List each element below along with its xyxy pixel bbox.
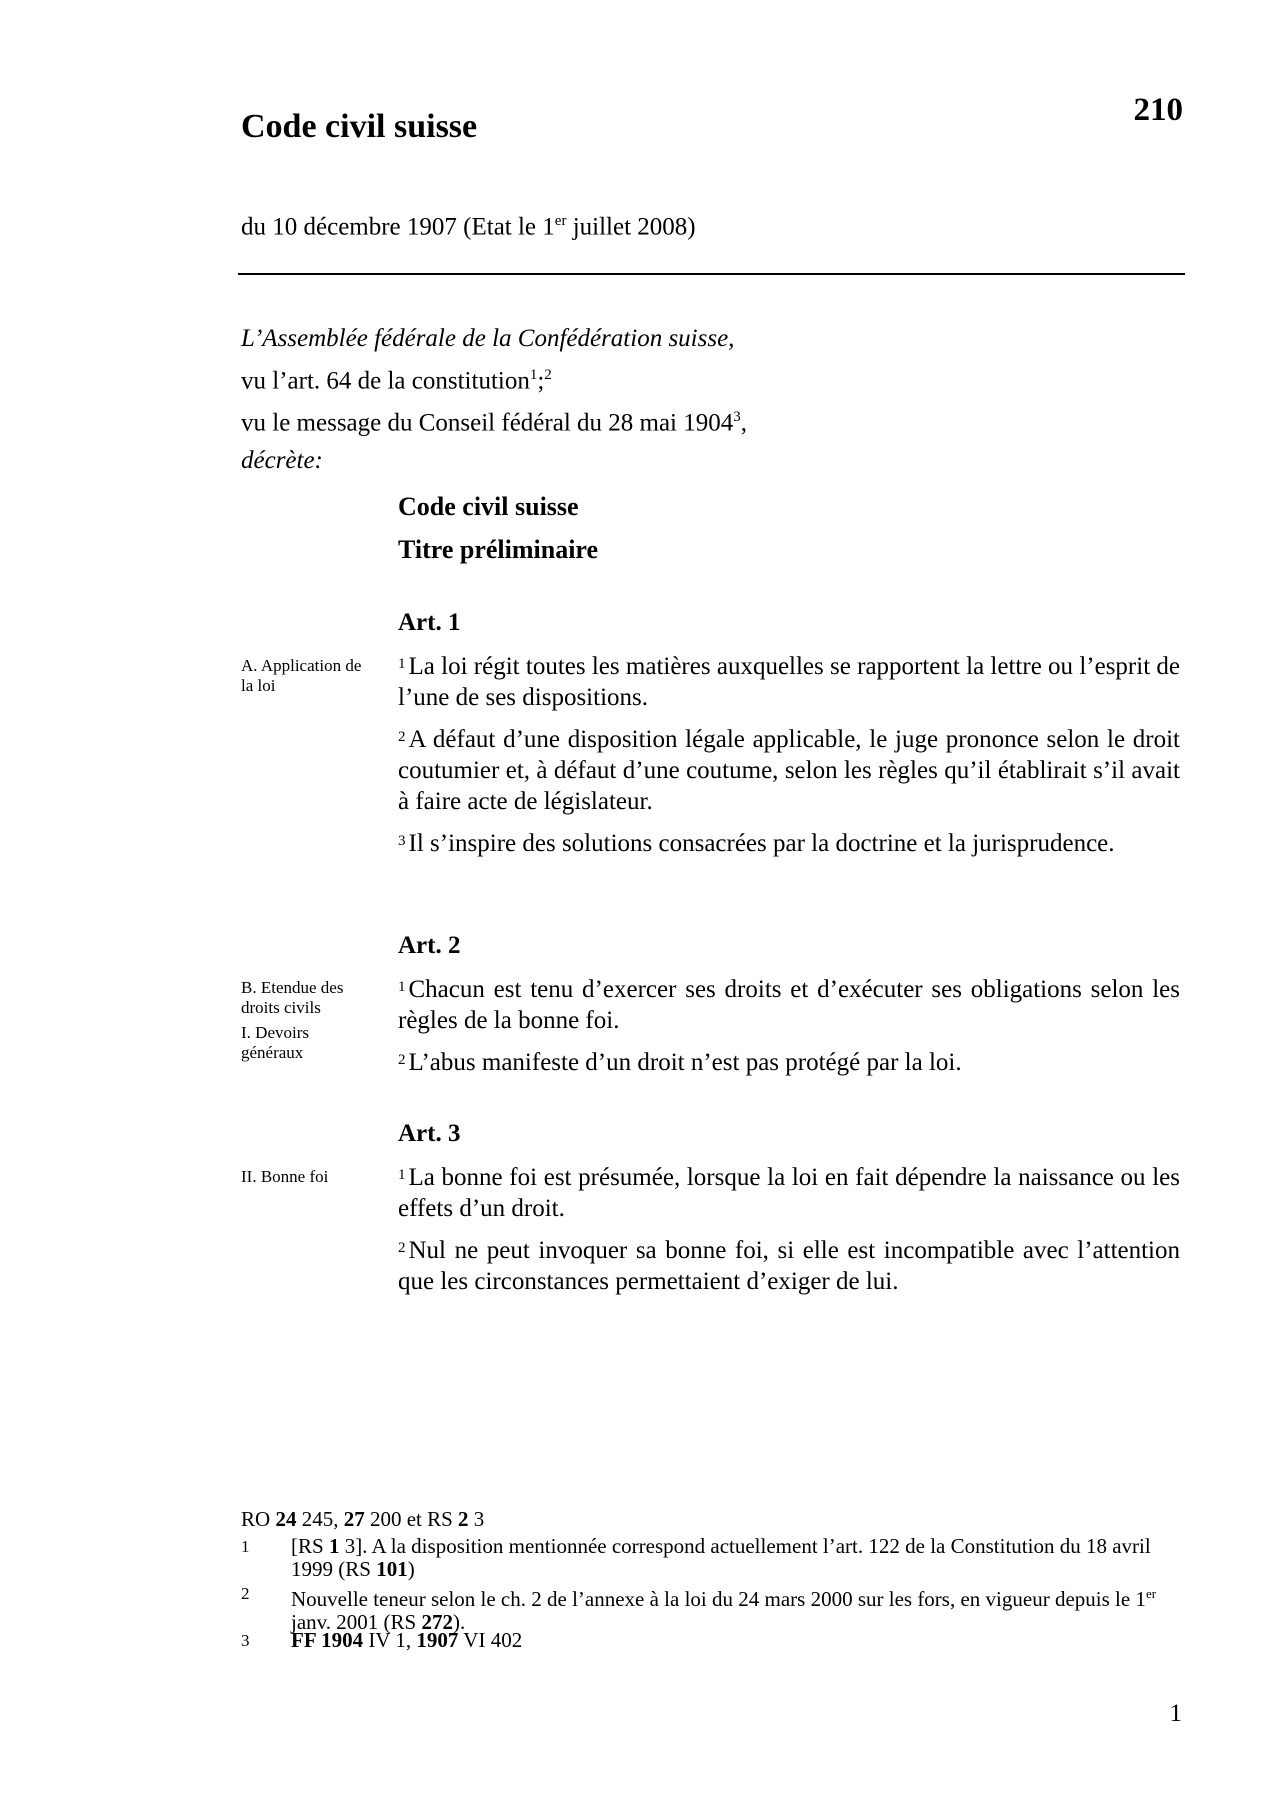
preamble-decree: décrète: bbox=[241, 446, 323, 474]
date-line bbox=[241, 213, 696, 241]
article-1-paragraph-1: $^1$ La loi régit toutes les matières auxquelles se rapportent la lettre ou l’esprit de l’une de ses dispositions. bbox=[398, 653, 1180, 711]
preamble-message: vu le message du Conseil fédéral du 28 mai 1904$^3$, bbox=[241, 409, 747, 437]
preamble-constitution: vu l’art. 64 de la constitution$^1$;$^2$ bbox=[241, 367, 552, 395]
date-before: du 10 décembre 1907 (Etat le 1 bbox=[241, 213, 555, 241]
article-2-heading: Art. 2 bbox=[398, 932, 461, 959]
footnote-1-text: [RS 1 3]. A la disposition mentionnée correspond actuellement l’art. 122 de la Constitution du 18 avril 1999 (RS 101) bbox=[291, 1534, 1151, 1581]
document-title: Code civil suisse bbox=[241, 108, 478, 145]
article-2-paragraph-2: $^2$ L’abus manifeste d’un droit n’est pas protégé par la loi. bbox=[398, 1049, 962, 1076]
article-1-paragraph-3: $^3$ Il s’inspire des solutions consacrées par la doctrine et la jurisprudence. bbox=[398, 830, 1115, 857]
preamble bbox=[241, 320, 747, 479]
footnote-1-number: 1 bbox=[241, 1537, 250, 1556]
footnote-3-text: FF 1904 IV 1, 1907 VI 402 bbox=[291, 1628, 523, 1652]
article-2-margin-note-2: I. Devoirs généraux bbox=[241, 1023, 309, 1062]
article-3-paragraph-1: $^1$ La bonne foi est présumée, lorsque la loi en fait dépendre la naissance ou les effets d’un droit. bbox=[398, 1164, 1180, 1222]
sr-number: 210 bbox=[1133, 92, 1183, 128]
footnote-2-number: 2 bbox=[241, 1584, 250, 1603]
article-3-heading: Art. 3 bbox=[398, 1120, 461, 1147]
article-3-margin-note: II. Bonne foi bbox=[241, 1167, 329, 1186]
page-number: 1 bbox=[1169, 1700, 1182, 1727]
footnote-3-number: 3 bbox=[241, 1631, 250, 1650]
article-2-margin-note-1: B. Etendue des droits civils bbox=[241, 978, 344, 1017]
code-heading: Code civil suisse bbox=[398, 492, 579, 521]
date-sup: er bbox=[554, 213, 567, 229]
article-2-paragraph-1: $^1$ Chacun est tenu d’exercer ses droits et d’exécuter ses obligations selon les règles de la bonne foi. bbox=[398, 976, 1180, 1034]
date-after: juillet 2008) bbox=[566, 213, 696, 241]
titre-heading: Titre préliminaire bbox=[398, 535, 599, 564]
footnote-source: RO 24 245, 27 200 et RS 2 3 bbox=[241, 1507, 485, 1531]
article-3-paragraph-2: $^2$ Nul ne peut invoquer sa bonne foi, si elle est incompatible avec l’attention que les circonstances permettaient d’exiger de lui. bbox=[398, 1237, 1180, 1295]
preamble-assembly: L’Assemblée fédérale de la Confédération suisse, bbox=[241, 325, 735, 352]
footnote-2-text: Nouvelle teneur selon le ch. 2 de l’annexe à la loi du 24 mars 2000 sur les fors, en vigueur depuis le 1er janv. 2001 (RS 272). bbox=[291, 1586, 1157, 1634]
article-1-heading: Art. 1 bbox=[398, 609, 461, 636]
article-1-paragraph-2: $^2$ A défaut d’une disposition légale applicable, le juge prononce selon le droit coutumier et, à défaut d’une coutume, selon les règles qu’il établirait s’il avait à faire acte de législateur. bbox=[398, 726, 1180, 815]
article-1-margin-note: A. Application de la loi bbox=[241, 656, 362, 695]
header-rule bbox=[238, 273, 1185, 275]
